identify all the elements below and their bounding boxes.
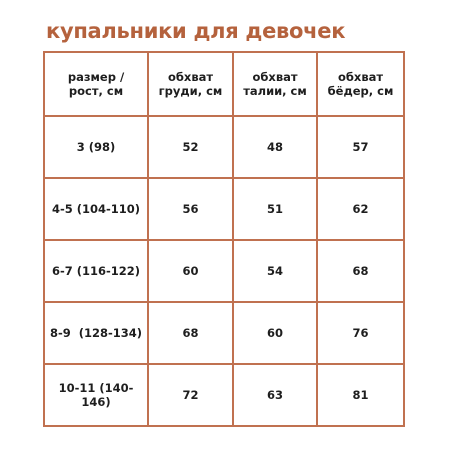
header-line: груди, см — [158, 84, 223, 98]
cell-chest: 60 — [148, 240, 233, 302]
cell-waist: 63 — [233, 364, 317, 426]
header-size-height — [44, 52, 148, 116]
cell-size: 3 (98) — [44, 116, 148, 178]
header-line: бёдер, см — [327, 84, 394, 98]
cell-waist: 54 — [233, 240, 317, 302]
cell-size: 8-9 (128-134) — [44, 302, 148, 364]
header-line: размер / — [67, 70, 125, 84]
cell-waist: 60 — [233, 302, 317, 364]
table-header-row — [44, 52, 404, 116]
cell-chest: 72 — [148, 364, 233, 426]
cell-hips: 81 — [317, 364, 404, 426]
cell-size: 4-5 (104-110) — [44, 178, 148, 240]
table-row — [44, 116, 404, 178]
cell-waist: 48 — [233, 116, 317, 178]
cell-hips: 57 — [317, 116, 404, 178]
cell-size: 10-11 (140-146) — [44, 364, 148, 426]
header-chest — [148, 52, 233, 116]
cell-hips: 68 — [317, 240, 404, 302]
header-line: обхват — [337, 70, 384, 84]
header-line: рост, см — [68, 84, 124, 98]
header-waist — [233, 52, 317, 116]
cell-chest: 52 — [148, 116, 233, 178]
header-line: обхват — [167, 70, 214, 84]
header-hips — [317, 52, 404, 116]
table-row — [44, 364, 404, 426]
header-line: обхват — [252, 70, 298, 84]
page-title: купальники для девочек — [46, 19, 346, 43]
cell-chest: 68 — [148, 302, 233, 364]
cell-waist: 51 — [233, 178, 317, 240]
cell-hips: 62 — [317, 178, 404, 240]
size-chart-table — [43, 51, 405, 427]
table-row — [44, 240, 404, 302]
cell-size: 6-7 (116-122) — [44, 240, 148, 302]
table-row — [44, 302, 404, 364]
cell-chest: 56 — [148, 178, 233, 240]
cell-hips: 76 — [317, 302, 404, 364]
header-line: талии, см — [243, 84, 307, 98]
table-row — [44, 178, 404, 240]
